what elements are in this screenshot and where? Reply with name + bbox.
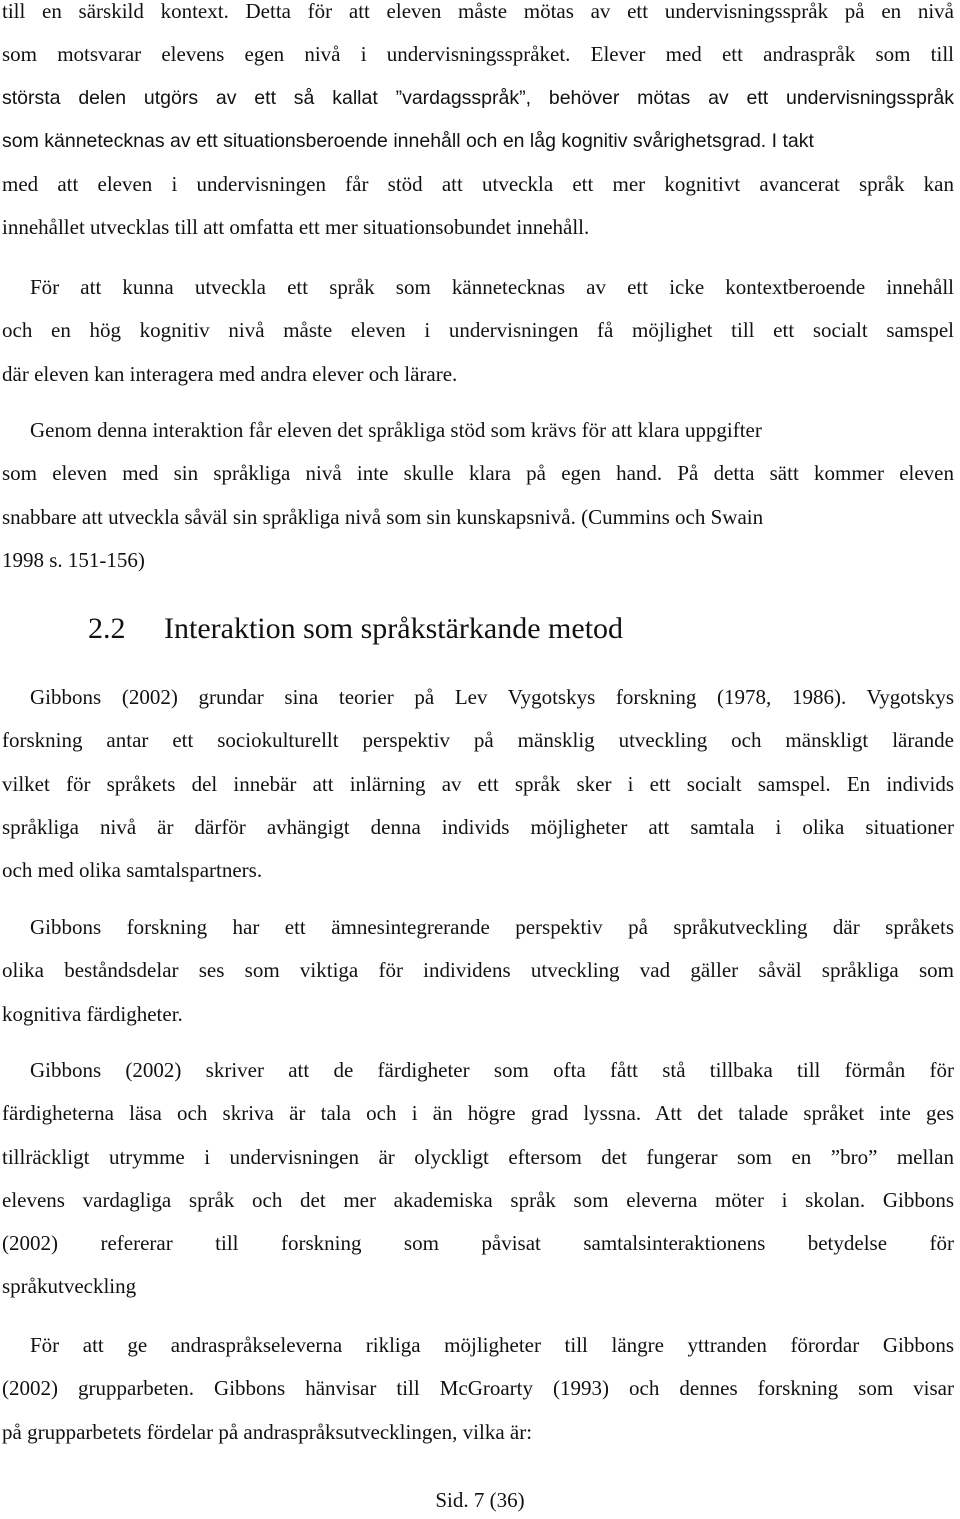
text-line: med att eleven i undervisningen får stöd att utveckla ett mer kognitivt avancerat språk kan bbox=[2, 172, 954, 197]
paragraph-3 bbox=[2, 409, 954, 582]
text-line: Gibbons (2002) skriver att de färdigheter som ofta fått stå tillbaka till förmån för bbox=[30, 1058, 954, 1082]
text-line: på grupparbetets fördelar på andraspråksutvecklingen, vilka är: bbox=[2, 1419, 533, 1444]
text-line: och en hög kognitiv nivå måste eleven i undervisningen få möjlighet till ett socialt samspel bbox=[2, 318, 954, 343]
text-line: kognitiva färdigheter. bbox=[2, 1001, 183, 1026]
page-number: Sid. 7 (36) bbox=[435, 1488, 525, 1512]
paragraph-5 bbox=[2, 906, 954, 1036]
section-number: 2.2 bbox=[88, 612, 126, 645]
text-line: som motsvarar elevens egen nivå i undervisningsspråket. Elever med ett andraspråk som till bbox=[2, 42, 954, 67]
text-line: som kännetecknas av ett situationsberoende innehåll och en låg kognitiv svårighetsgrad. I takt bbox=[2, 129, 814, 152]
text-line: Genom denna interaktion får eleven det språkliga stöd som krävs för att klara uppgifter bbox=[30, 418, 762, 442]
text-line: elevens vardagliga språk och det mer akademiska språk som eleverna möter i skolan. Gibbons bbox=[2, 1187, 954, 1212]
section-title: Interaktion som språkstärkande metod bbox=[164, 612, 624, 645]
paragraph-6 bbox=[2, 1049, 954, 1309]
text-line: tillräckligt utrymme i undervisningen är olyckligt eftersom det fungerar som en ”bro” mellan bbox=[2, 1144, 954, 1169]
text-line: (2002) grupparbeten. Gibbons hänvisar till McGroarty (1993) och dennes forskning som visar bbox=[2, 1376, 954, 1401]
text-line: olika beståndsdelar ses som viktiga för individens utveckling vad gäller såväl språkliga som bbox=[2, 958, 954, 983]
text-line: vilket för språkets del innebär att inlärning av ett språk sker i ett socialt samspel. En individs bbox=[2, 771, 954, 796]
paragraph-4 bbox=[2, 676, 954, 892]
paragraph-7 bbox=[2, 1324, 954, 1454]
text-line: För att ge andraspråkseleverna rikliga möjligheter till längre yttranden förordar Gibbons bbox=[30, 1333, 954, 1357]
text-line: snabbare att utveckla såväl sin språkliga nivå som sin kunskapsnivå. (Cummins och Swain bbox=[2, 504, 764, 529]
text-line: till en särskild kontext. Detta för att eleven måste mötas av ett undervisningsspråk på en nivå bbox=[2, 0, 954, 23]
text-line: (2002) refererar till forskning som påvisat samtalsinteraktionens betydelse för bbox=[2, 1231, 954, 1256]
section-heading bbox=[88, 612, 623, 646]
text-line: språkliga nivå är därför avhängigt denna individs möjligheter att samtala i olika situationer bbox=[2, 814, 954, 839]
text-line: Gibbons forskning har ett ämnesintegrerande perspektiv på språkutveckling där språkets bbox=[30, 915, 954, 939]
text-line: 1998 s. 151-156) bbox=[2, 547, 145, 572]
text-line: största delen utgörs av ett så kallat ”vardagsspråk”, behöver mötas av ett undervisningsspråk bbox=[2, 86, 954, 109]
text-line: där eleven kan interagera med andra elever och lärare. bbox=[2, 361, 458, 386]
text-line: innehållet utvecklas till att omfatta ett mer situationsobundet innehåll. bbox=[2, 215, 590, 240]
paragraph-1 bbox=[2, 0, 954, 250]
text-line: forskning antar ett sociokulturellt perspektiv på mänsklig utveckling och mänskligt lärande bbox=[2, 728, 954, 753]
text-line: Gibbons (2002) grundar sina teorier på Lev Vygotskys forskning (1978, 1986). Vygotskys bbox=[30, 685, 954, 709]
text-line: och med olika samtalspartners. bbox=[2, 858, 263, 883]
text-line: För att kunna utveckla ett språk som kännetecknas av ett icke kontextberoende innehåll bbox=[30, 275, 954, 299]
text-line: som eleven med sin språkliga nivå inte skulle klara på egen hand. På detta sätt kommer eleven bbox=[2, 461, 954, 486]
paragraph-2 bbox=[2, 266, 954, 396]
text-line: språkutveckling bbox=[2, 1274, 137, 1299]
text-line: färdigheterna läsa och skriva är tala och i än högre grad lyssna. Att det talade språket inte ges bbox=[2, 1101, 954, 1126]
